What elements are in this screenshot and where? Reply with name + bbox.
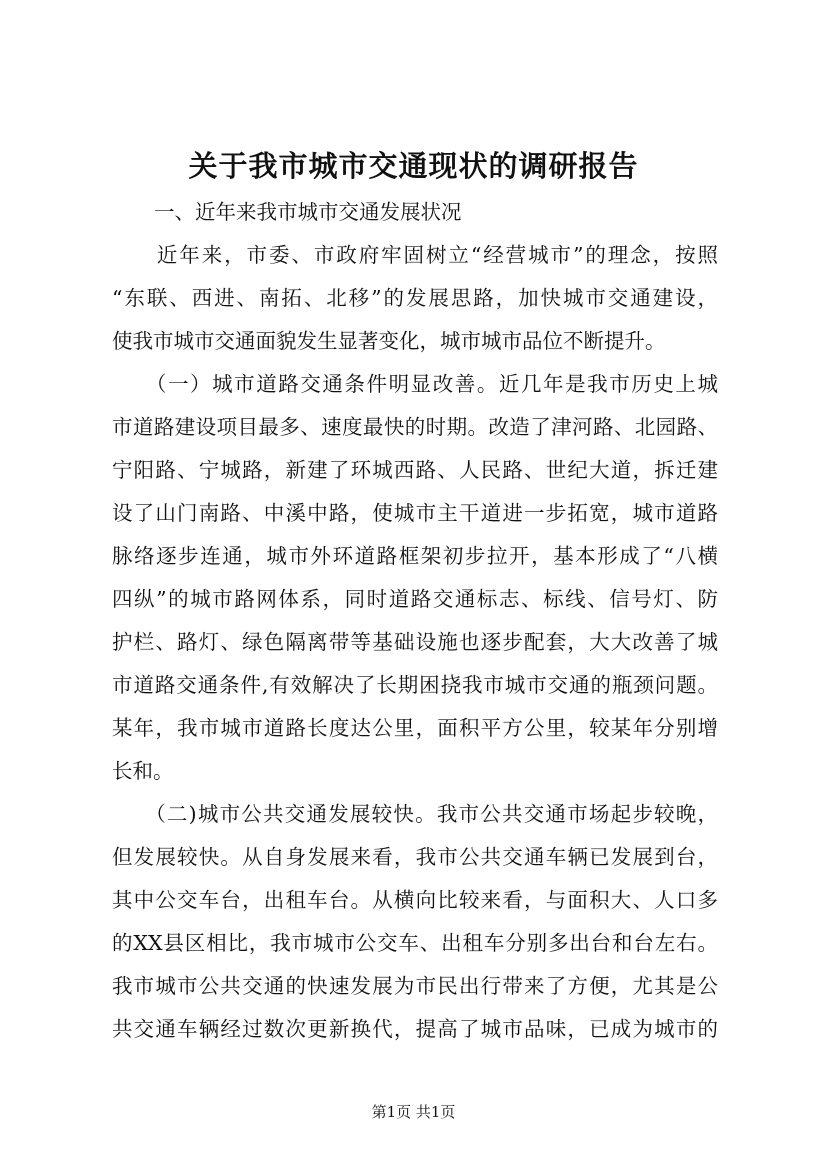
text-line: “东联、西进、南拓、北移”的发展思路，加快城市交通建设，	[112, 286, 718, 310]
text-line: 四纵”的城市路网体系，同时道路交通标志、标线、信号灯、防	[112, 587, 718, 611]
text-line: 共交通车辆经过数次更新换代，提高了城市品味，已成为城市的	[112, 1017, 718, 1041]
text-line: 护栏、路灯、绿色隔离带等基础设施也逐步配套，大大改善了城	[112, 630, 718, 654]
text-line: 长和。	[112, 759, 174, 783]
text-line: 市道路建设项目最多、速度最快的时期。改造了津河路、北园路、	[112, 415, 718, 439]
text-line: 近年来，市委、市政府牢固树立“经营城市”的理念，按照	[112, 243, 718, 267]
document-title: 关于我市城市交通现状的调研报告	[188, 149, 639, 183]
text-line: 但发展较快。从自身发展来看，我市公共交通车辆已发展到台，	[112, 845, 718, 869]
text-line: 使我市城市交通面貌发生显著变化，城市城市品位不断提升。	[112, 329, 666, 353]
text-line: 其中公交车台，出租车台。从横向比较来看，与面积大、人口多	[112, 888, 718, 912]
text-line: 宁阳路、宁城路，新建了环城西路、人民路、世纪大道，拆迁建	[112, 458, 718, 482]
text-line: 脉络逐步连通，城市外环道路框架初步拉开，基本形成了“八横	[112, 544, 718, 568]
text-line: 我市城市公共交通的快速发展为市民出行带来了方便，尤其是公	[112, 974, 718, 998]
section-heading: 一、近年来我市城市交通发展状况	[154, 200, 462, 224]
text-line: 设了山门南路、中溪中路，使城市主干道进一步拓宽，城市道路	[112, 501, 718, 525]
text-line: （二)城市公共交通发展较快。我市公共交通市场起步较晚，	[112, 802, 718, 826]
page-footer: 第1页 共1页	[371, 1103, 456, 1121]
text-line: 的XX县区相比，我市城市公交车、出租车分别多出台和台左右。	[112, 931, 718, 955]
text-line: （一）城市道路交通条件明显改善。近几年是我市历史上城	[112, 372, 718, 396]
text-line: 某年，我市城市道路长度达公里，面积平方公里，较某年分别增	[112, 716, 718, 740]
text-line: 市道路交通条件,有效解决了长期困挠我市城市交通的瓶颈问题。	[112, 673, 718, 697]
